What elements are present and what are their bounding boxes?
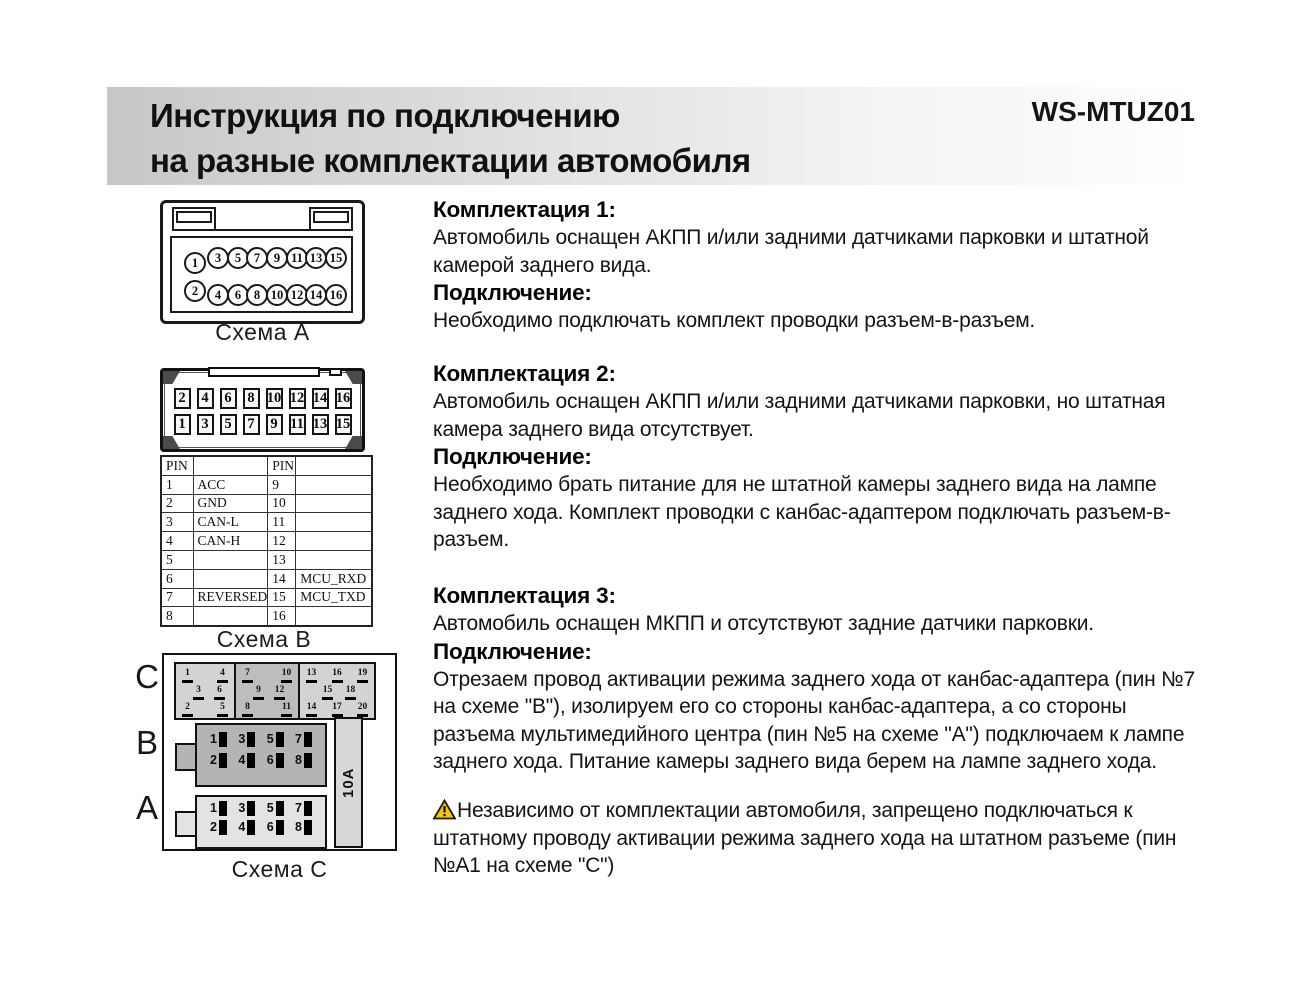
pin-mark — [345, 697, 356, 701]
pin-mark — [217, 680, 228, 684]
schema-a-pin-3: 3 — [207, 247, 229, 269]
pin-c3 — [193, 686, 204, 700]
pin-row — [197, 801, 325, 816]
pin-c4 — [217, 669, 228, 683]
pin-b3 — [238, 732, 255, 747]
section-2-instruction: Необходимо брать питание для не штатной камеры заднего вида на лампе заднего хода. Комплект проводки с канбас-адаптером подключать разъем-в-разъем. — [433, 473, 1171, 551]
cell: 15 — [268, 588, 296, 607]
schema-b-pin-12: 12 — [289, 388, 306, 409]
cell: 1 — [161, 475, 193, 494]
schema-b-pin-16: 16 — [335, 388, 352, 409]
pin-row — [176, 683, 234, 700]
pin-mark — [357, 680, 368, 684]
schema-a-pin-2: 2 — [184, 280, 206, 302]
pin-label: 4 — [238, 820, 246, 835]
schema-b-pin-9: 9 — [266, 414, 283, 435]
iso-c-block-3 — [298, 662, 376, 720]
pin-assignment-table — [160, 455, 373, 627]
pin-a7 — [295, 801, 312, 816]
cell: 6 — [161, 569, 193, 588]
cell — [193, 607, 268, 626]
pin-row — [236, 666, 298, 683]
section-3-description: Автомобиль оснащен МКПП и отсутствуют задние датчики парковки. — [433, 612, 1094, 635]
pin-label: 9 — [256, 685, 261, 695]
diagram-schema-c — [162, 653, 397, 851]
pin-c13 — [306, 669, 317, 683]
pin-a5 — [267, 801, 284, 816]
connector-b-small-tab — [329, 368, 342, 376]
schema-b-pin-2: 2 — [174, 388, 191, 409]
section-komplektacia-1 — [433, 196, 1199, 335]
pin-mark — [214, 697, 225, 701]
schema-a-label: Схема A — [215, 319, 310, 345]
schema-b-pin-4: 4 — [197, 388, 214, 409]
header-band — [107, 87, 1197, 185]
schema-b-pin-row-top — [163, 388, 362, 409]
warning-text: Независимо от комплектации автомобиля, запрещено подключаться к штатному проводу активации режима заднего хода на штатном разъеме (пин №A1 на схеме "C") — [433, 799, 1177, 877]
cell: ACC — [193, 475, 268, 494]
pin-label: 4 — [220, 668, 225, 678]
schema-b-pin-7: 7 — [243, 414, 260, 435]
pin-c20 — [357, 703, 368, 717]
pin-mark — [242, 680, 253, 684]
pin-slot — [219, 753, 227, 768]
schema-a-pin-12: 12 — [286, 284, 308, 306]
pin-slot — [304, 732, 312, 747]
pin-label: 1 — [210, 732, 217, 747]
table-row — [161, 513, 372, 532]
pin-b2 — [210, 753, 227, 768]
pin-c5 — [217, 703, 228, 717]
pin-c10 — [281, 669, 292, 683]
pin-slot — [219, 732, 227, 747]
table-row — [161, 475, 372, 494]
pin-mark — [322, 697, 333, 701]
table-row — [161, 550, 372, 569]
connector-a-tab-right-inner — [313, 211, 349, 223]
pin-label: 10 — [281, 668, 292, 678]
iso-row-label-b: B — [135, 724, 158, 761]
pin-c2 — [182, 703, 193, 717]
pin-slot — [276, 820, 284, 835]
connector-b-corner — [163, 371, 180, 384]
pin-slot — [276, 753, 284, 768]
connector-a-tab-right — [309, 207, 353, 231]
page-title-line1: Инструкция по подключению — [150, 97, 620, 134]
cell — [296, 475, 372, 494]
cell: 2 — [161, 494, 193, 513]
pin-c6 — [214, 686, 225, 700]
cell: REVERSED — [193, 588, 268, 607]
pin-mark — [217, 714, 228, 718]
cell: 9 — [268, 475, 296, 494]
iso-c-block-2 — [234, 662, 300, 720]
pin-label: 5 — [266, 732, 274, 747]
schema-b-pin-10: 10 — [266, 388, 283, 409]
schema-a-pin-13: 13 — [305, 247, 327, 269]
connector-b-top-tab — [208, 367, 320, 377]
connector-a-tab-left-inner — [176, 211, 212, 223]
pin-slot — [247, 801, 255, 816]
pin-a8 — [295, 820, 312, 835]
cell: 7 — [161, 588, 193, 607]
pin-label: 1 — [185, 668, 190, 678]
pin-label: 6 — [217, 685, 222, 695]
pin-mark — [253, 697, 264, 701]
pin-c1 — [182, 669, 193, 683]
pin-label: 16 — [332, 668, 342, 678]
pin-row — [300, 683, 374, 700]
schema-b-pin-3: 3 — [197, 414, 214, 435]
schema-b-label: Схема B — [216, 626, 312, 652]
table-row — [161, 494, 372, 513]
pin-label: 11 — [282, 702, 291, 712]
page-title — [150, 93, 751, 183]
pin-slot — [304, 753, 312, 768]
warning-note — [433, 797, 1199, 880]
table-row — [161, 569, 372, 588]
pin-mark — [242, 714, 253, 718]
schema-a-pin-7: 7 — [246, 247, 268, 269]
section-3-connect-label: Подключение: — [433, 638, 592, 664]
pin-col-header: PIN — [161, 456, 193, 475]
pin-label: 13 — [306, 668, 317, 678]
connector-b-corner — [345, 371, 362, 384]
schema-b-pin-11: 11 — [289, 414, 306, 435]
pin-label: 3 — [238, 801, 246, 816]
pin-a1 — [210, 801, 227, 816]
pin-row — [300, 700, 374, 717]
pin-c17 — [332, 703, 343, 717]
schema-b-pin-6: 6 — [220, 388, 237, 409]
model-code: WS-MTUZ01 — [1031, 96, 1195, 127]
pin-row — [176, 700, 234, 717]
warning-triangle-icon — [433, 799, 456, 820]
cell: GND — [193, 494, 268, 513]
section-komplektacia-2 — [433, 360, 1199, 554]
pin-row — [197, 753, 325, 768]
pin-row — [236, 683, 298, 700]
schema-b-pin-13: 13 — [312, 414, 329, 435]
pin-mark — [281, 680, 292, 684]
pin-label: 14 — [306, 702, 317, 712]
fuse-10a: 10A — [334, 717, 363, 848]
pin-label: 2 — [210, 753, 217, 768]
pin-label: 3 — [196, 685, 201, 695]
pin-mark — [306, 714, 317, 718]
pin-b6 — [267, 753, 284, 768]
cell — [296, 607, 372, 626]
cell: 10 — [268, 494, 296, 513]
pin-row — [176, 666, 234, 683]
section-2-description: Автомобиль оснащен АКПП и/или задними датчиками парковки, но штатная камера заднего вида отсутствует. — [433, 390, 1166, 441]
pin-a3 — [238, 801, 255, 816]
pin-slot — [304, 801, 312, 816]
pin-mark — [281, 714, 292, 718]
table-header-row — [161, 456, 372, 475]
pin-label: 5 — [220, 702, 225, 712]
schema-b-pin-5: 5 — [220, 414, 237, 435]
pin-mark — [182, 714, 193, 718]
cell: 11 — [268, 513, 296, 532]
pin-label: 4 — [238, 753, 246, 768]
pin-slot — [304, 820, 312, 835]
pin-b8 — [295, 753, 312, 768]
pin-a2 — [210, 820, 227, 835]
schema-a-pin-8: 8 — [246, 284, 268, 306]
pin-mark — [332, 680, 343, 684]
pin-label: 3 — [238, 732, 246, 747]
section-2-connect-label: Подключение: — [433, 444, 592, 469]
schema-a-pin-14: 14 — [305, 284, 327, 306]
diagram-schema-a — [160, 200, 365, 324]
pin-col-header: PIN — [268, 456, 296, 475]
schema-b-pin-15: 15 — [335, 414, 352, 435]
schema-a-pin-4: 4 — [207, 284, 229, 306]
table-row — [161, 532, 372, 551]
cell — [193, 569, 268, 588]
section-1-connect-label: Подключение: — [433, 280, 592, 305]
schema-a-pin-10: 10 — [266, 284, 288, 306]
pin-label: 12 — [274, 685, 285, 695]
pin-label: 8 — [295, 820, 302, 835]
iso-row-label-c: C — [135, 658, 159, 695]
page-title-line2: на разные комплектации автомобиля — [150, 142, 751, 179]
schema-a-pin-15: 15 — [325, 247, 347, 269]
pin-b1 — [210, 732, 227, 747]
pin-row — [197, 732, 325, 747]
pin-a4 — [238, 820, 255, 835]
pin-label: 17 — [332, 702, 342, 712]
connector-b-corner — [163, 436, 180, 449]
cell: MCU_TXD — [296, 588, 372, 607]
pin-c9 — [253, 686, 264, 700]
connector-b-inner-outline — [164, 372, 361, 448]
pin-mark — [274, 697, 285, 701]
schema-a-pin-16: 16 — [325, 284, 347, 306]
pin-label: 7 — [295, 801, 302, 816]
schema-c-label: Схема C — [231, 856, 328, 882]
section-komplektacia-3 — [433, 582, 1199, 776]
pin-c12 — [274, 686, 285, 700]
cell — [296, 513, 372, 532]
cell — [296, 550, 372, 569]
pin-label: 19 — [357, 668, 368, 678]
pin-mark — [182, 680, 193, 684]
pin-a6 — [267, 820, 284, 835]
pin-label: 6 — [266, 820, 274, 835]
name-col-header — [193, 456, 268, 475]
pin-c7 — [242, 669, 253, 683]
cell: 14 — [268, 569, 296, 588]
cell: 12 — [268, 532, 296, 551]
pin-label: 7 — [245, 668, 250, 678]
pin-row — [197, 820, 325, 835]
schema-a-pin-11: 11 — [286, 247, 308, 269]
pin-row — [300, 666, 374, 683]
pin-slot — [247, 732, 255, 747]
cell: MCU_RXD — [296, 569, 372, 588]
pin-label: 6 — [266, 753, 274, 768]
pin-slot — [276, 801, 284, 816]
pin-c8 — [242, 703, 253, 717]
section-3-title: Комплектация 3: — [433, 583, 616, 608]
pin-slot — [219, 820, 227, 835]
cell: 13 — [268, 550, 296, 569]
name-col-header — [296, 456, 372, 475]
table-row — [161, 588, 372, 607]
pin-row — [236, 700, 298, 717]
pin-label: 7 — [295, 732, 302, 747]
connector-a-tab-left — [172, 207, 216, 231]
cell: CAN-H — [193, 532, 268, 551]
connector-a-step-line — [214, 229, 311, 231]
pin-slot — [247, 820, 255, 835]
section-1-instruction: Необходимо подключать комплект проводки разъем-в-разъем. — [433, 309, 1036, 332]
iso-c-block-1 — [174, 662, 236, 720]
schema-a-pin-5: 5 — [227, 247, 249, 269]
pin-label: 8 — [245, 702, 250, 712]
schema-a-pin-1: 1 — [184, 252, 206, 274]
cell: 5 — [161, 550, 193, 569]
cell: 4 — [161, 532, 193, 551]
iso-section-c — [174, 662, 376, 720]
pin-c18 — [345, 686, 356, 700]
section-1-title: Комплектация 1: — [433, 197, 616, 222]
pin-label: 8 — [295, 753, 302, 768]
pin-slot — [247, 753, 255, 768]
cell: 8 — [161, 607, 193, 626]
pin-label: 18 — [345, 685, 356, 695]
connector-b-corner — [345, 436, 362, 449]
pin-label: 20 — [357, 702, 368, 712]
schema-b-pin-1: 1 — [174, 414, 191, 435]
schema-b-pin-row-bottom — [163, 414, 362, 435]
pin-c14 — [306, 703, 317, 717]
pin-b7 — [295, 732, 312, 747]
cell — [296, 494, 372, 513]
cell — [296, 532, 372, 551]
cell: CAN-L — [193, 513, 268, 532]
pin-label: 5 — [266, 801, 274, 816]
pin-label: 2 — [185, 702, 190, 712]
pin-b5 — [267, 732, 284, 747]
diagram-schema-b — [160, 368, 365, 452]
section-2-title: Комплектация 2: — [433, 361, 616, 386]
iso-connector-a — [195, 795, 327, 849]
pin-c15 — [322, 686, 333, 700]
cell: 16 — [268, 607, 296, 626]
schema-a-pin-6: 6 — [227, 284, 249, 306]
schema-b-pin-14: 14 — [312, 388, 329, 409]
pin-mark — [306, 680, 317, 684]
table-row — [161, 607, 372, 626]
pin-c11 — [281, 703, 292, 717]
schema-b-pin-8: 8 — [243, 388, 260, 409]
pin-label: 1 — [210, 801, 217, 816]
iso-connector-b — [195, 723, 327, 787]
pin-c16 — [332, 669, 343, 683]
pin-c19 — [357, 669, 368, 683]
pin-b4 — [238, 753, 255, 768]
schema-a-pin-9: 9 — [266, 247, 288, 269]
cell — [193, 550, 268, 569]
pin-label: 2 — [210, 820, 217, 835]
pin-mark — [193, 697, 204, 701]
pin-slot — [219, 801, 227, 816]
warning-paragraph — [433, 797, 1199, 880]
section-3-instruction: Отрезаем провод активации режима заднего хода от канбас-адаптера (пин №7 на схеме "B"), изолируем его со стороны канбас-адаптера, а со стороны разъема мультимедийного центра (пин №5 на схеме "A") подключаем к лампе заднего хода. Питание камеры заднего вида берем на лампе заднего хода. — [433, 667, 1195, 773]
iso-row-label-a: A — [135, 789, 158, 826]
pin-slot — [276, 732, 284, 747]
pin-label: 15 — [322, 685, 333, 695]
cell: 3 — [161, 513, 193, 532]
section-1-description: Автомобиль оснащен АКПП и/или задними датчиками парковки и штатной камерой заднего вида. — [433, 226, 1149, 277]
